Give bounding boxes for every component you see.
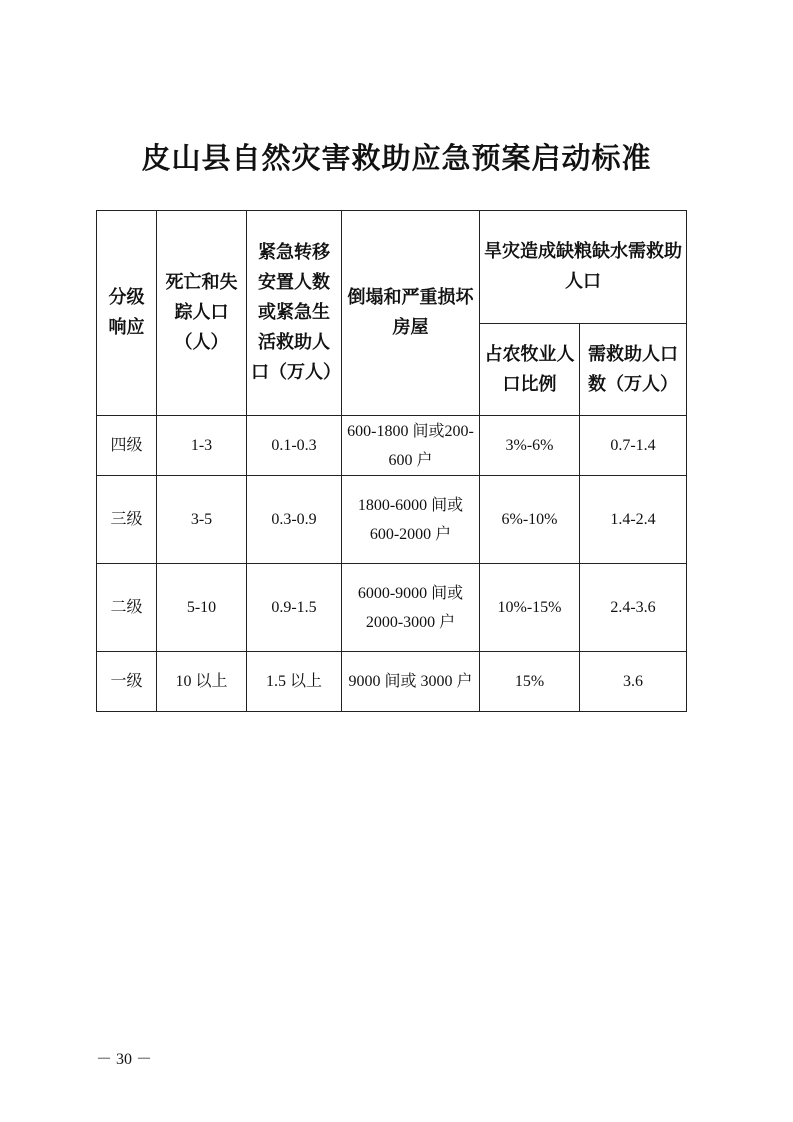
header-agri-ratio: 占农牧业人口比例	[480, 324, 580, 416]
cell-relief-pop: 1.4-2.4	[580, 476, 687, 564]
cell-agri-ratio: 3%-6%	[480, 416, 580, 476]
header-houses: 倒塌和严重损坏房屋	[342, 211, 480, 416]
table-row	[97, 416, 687, 476]
cell-relocated: 0.3-0.9	[247, 476, 342, 564]
cell-agri-ratio: 15%	[480, 652, 580, 712]
cell-level: 三级	[97, 476, 157, 564]
cell-relief-pop: 0.7-1.4	[580, 416, 687, 476]
cell-level: 四级	[97, 416, 157, 476]
table-row	[97, 652, 687, 712]
activation-standard-table	[96, 210, 687, 712]
cell-deaths: 10 以上	[157, 652, 247, 712]
header-deaths: 死亡和失踪人口（人）	[157, 211, 247, 416]
table-row	[97, 564, 687, 652]
table-header-row	[97, 211, 687, 324]
cell-houses: 600-1800 间或200-600 户	[342, 416, 480, 476]
cell-deaths: 5-10	[157, 564, 247, 652]
cell-relief-pop: 3.6	[580, 652, 687, 712]
cell-relocated: 0.1-0.3	[247, 416, 342, 476]
page-number: － 30 －	[96, 1051, 153, 1068]
cell-houses: 9000 间或 3000 户	[342, 652, 480, 712]
cell-relocated: 0.9-1.5	[247, 564, 342, 652]
cell-houses: 6000-9000 间或 2000-3000 户	[342, 564, 480, 652]
cell-deaths: 1-3	[157, 416, 247, 476]
cell-agri-ratio: 10%-15%	[480, 564, 580, 652]
page-title: 皮山县自然灾害救助应急预案启动标准	[141, 141, 652, 175]
cell-agri-ratio: 6%-10%	[480, 476, 580, 564]
header-relief-pop: 需救助人口数（万人）	[580, 324, 687, 416]
table-row	[97, 476, 687, 564]
cell-relief-pop: 2.4-3.6	[580, 564, 687, 652]
cell-level: 一级	[97, 652, 157, 712]
cell-houses: 1800-6000 间或 600-2000 户	[342, 476, 480, 564]
cell-level: 二级	[97, 564, 157, 652]
cell-relocated: 1.5 以上	[247, 652, 342, 712]
cell-deaths: 3-5	[157, 476, 247, 564]
header-drought-group: 旱灾造成缺粮缺水需救助人口	[480, 211, 687, 324]
header-relocated: 紧急转移安置人数或紧急生活救助人口（万人）	[247, 211, 342, 416]
header-level: 分级响应	[97, 211, 157, 416]
